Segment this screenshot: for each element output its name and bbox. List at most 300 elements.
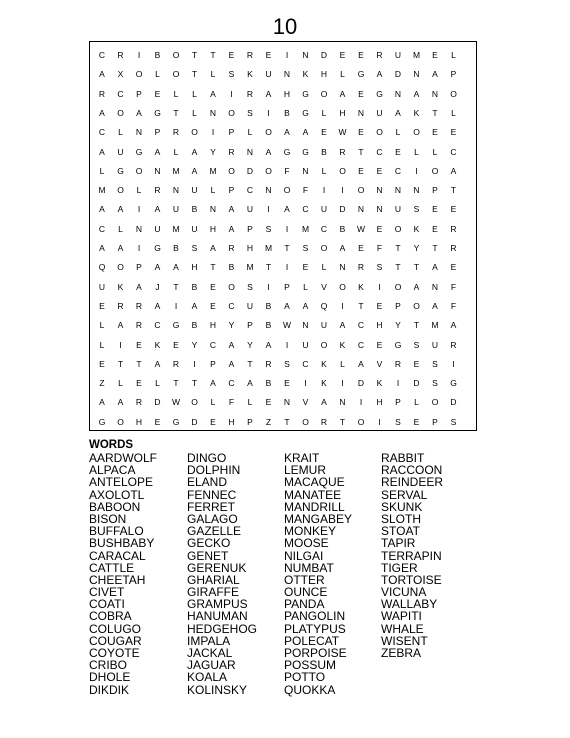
grid-cell[interactable]: S	[265, 223, 272, 234]
grid-cell[interactable]: X	[117, 69, 124, 80]
grid-cell[interactable]: L	[247, 397, 253, 408]
grid-cell[interactable]: A	[265, 146, 272, 157]
grid-cell[interactable]: N	[302, 50, 309, 60]
grid-cell[interactable]: C	[302, 204, 309, 215]
grid-cell[interactable]: G	[283, 146, 291, 157]
grid-cell[interactable]: N	[357, 204, 365, 215]
grid-cell[interactable]: G	[154, 243, 161, 253]
grid-cell[interactable]: U	[154, 223, 161, 234]
grid-cell[interactable]: R	[246, 50, 254, 60]
grid-cell[interactable]: L	[136, 185, 142, 196]
grid-cell[interactable]: R	[117, 300, 124, 311]
grid-cell[interactable]: M	[172, 165, 180, 176]
grid-cell[interactable]: A	[99, 204, 105, 215]
grid-cell[interactable]: G	[135, 146, 143, 157]
grid-cell[interactable]: L	[99, 339, 105, 350]
grid-cell[interactable]: A	[228, 358, 235, 369]
grid-cell[interactable]: R	[135, 397, 143, 408]
grid-cell[interactable]: N	[376, 185, 383, 196]
grid-cell[interactable]: M	[301, 223, 310, 234]
grid-cell[interactable]: T	[173, 378, 179, 389]
grid-cell[interactable]: Y	[413, 243, 420, 253]
grid-cell[interactable]: O	[413, 300, 420, 311]
grid-cell[interactable]: P	[450, 69, 457, 80]
grid-cell[interactable]: T	[210, 262, 216, 273]
grid-cell[interactable]: W	[338, 127, 347, 138]
grid-cell[interactable]: C	[246, 185, 254, 196]
grid-cell[interactable]: O	[135, 165, 143, 176]
grid-cell[interactable]: D	[246, 165, 254, 176]
grid-cell[interactable]: L	[451, 50, 456, 60]
grid-cell[interactable]: R	[450, 223, 457, 234]
grid-cell[interactable]: H	[209, 223, 217, 234]
grid-cell[interactable]: U	[117, 146, 124, 157]
grid-cell[interactable]: A	[228, 223, 235, 234]
grid-cell[interactable]: E	[376, 165, 383, 176]
grid-cell[interactable]: Z	[99, 378, 105, 389]
grid-cell[interactable]: U	[394, 204, 402, 215]
grid-cell[interactable]: G	[154, 107, 161, 118]
grid-cell[interactable]: D	[357, 378, 365, 389]
grid-cell[interactable]: U	[172, 204, 180, 215]
grid-cell[interactable]: S	[247, 281, 253, 292]
grid-cell[interactable]: I	[267, 281, 270, 292]
grid-cell[interactable]: C	[302, 358, 309, 369]
grid-cell[interactable]: O	[431, 397, 439, 408]
grid-cell[interactable]: T	[358, 146, 364, 157]
grid-cell[interactable]: L	[99, 320, 105, 331]
grid-cell[interactable]: O	[320, 243, 328, 253]
grid-cell[interactable]: I	[341, 300, 344, 311]
grid-cell[interactable]: D	[339, 204, 346, 215]
grid-cell[interactable]: U	[98, 281, 106, 292]
grid-cell[interactable]: E	[302, 262, 309, 273]
grid-cell[interactable]: E	[413, 416, 420, 427]
grid-cell[interactable]: F	[450, 281, 457, 292]
grid-cell[interactable]: L	[432, 146, 438, 157]
grid-cell[interactable]: U	[320, 204, 328, 215]
grid-cell[interactable]: A	[99, 69, 105, 80]
grid-cell[interactable]: B	[265, 378, 272, 389]
grid-cell[interactable]: G	[302, 107, 309, 118]
grid-cell[interactable]: T	[395, 243, 401, 253]
grid-cell[interactable]: E	[154, 88, 161, 99]
grid-cell[interactable]: R	[320, 416, 328, 427]
grid-cell[interactable]: I	[304, 378, 307, 389]
grid-cell[interactable]: E	[358, 243, 364, 253]
grid-cell[interactable]: E	[265, 50, 272, 60]
grid-cell[interactable]: P	[395, 397, 401, 408]
grid-cell[interactable]: N	[209, 107, 217, 118]
grid-cell[interactable]: A	[99, 397, 105, 408]
grid-cell[interactable]: P	[228, 185, 235, 196]
grid-cell[interactable]: R	[357, 262, 365, 273]
grid-cell[interactable]: A	[284, 300, 290, 311]
grid-cell[interactable]: K	[117, 281, 124, 292]
grid-cell[interactable]: H	[209, 320, 217, 331]
grid-cell[interactable]: V	[302, 397, 309, 408]
grid-cell[interactable]: N	[413, 185, 420, 196]
grid-cell[interactable]: A	[154, 358, 161, 369]
grid-cell[interactable]: N	[135, 127, 143, 138]
grid-cell[interactable]: O	[265, 165, 272, 176]
grid-cell[interactable]: H	[191, 262, 198, 273]
grid-cell[interactable]: O	[265, 127, 272, 138]
grid-cell[interactable]: A	[210, 88, 216, 99]
grid-cell[interactable]: G	[302, 88, 309, 99]
grid-cell[interactable]: P	[136, 88, 142, 99]
grid-cell[interactable]: P	[136, 262, 142, 273]
grid-cell[interactable]: O	[320, 339, 328, 350]
grid-cell[interactable]: I	[137, 50, 141, 60]
grid-cell[interactable]: C	[117, 88, 124, 99]
grid-cell[interactable]: A	[210, 243, 216, 253]
grid-cell[interactable]: R	[265, 358, 272, 369]
grid-cell[interactable]: E	[321, 127, 327, 138]
grid-cell[interactable]: K	[154, 339, 161, 350]
grid-cell[interactable]: G	[302, 146, 309, 157]
grid-cell[interactable]: Y	[395, 320, 401, 331]
grid-cell[interactable]: E	[432, 50, 438, 60]
grid-cell[interactable]: K	[358, 281, 364, 292]
grid-cell[interactable]: N	[302, 165, 309, 176]
grid-cell[interactable]: Y	[210, 146, 216, 157]
grid-cell[interactable]: S	[247, 107, 253, 118]
grid-cell[interactable]: T	[284, 416, 290, 427]
grid-cell[interactable]: A	[247, 378, 253, 389]
grid-cell[interactable]: T	[358, 300, 364, 311]
grid-cell[interactable]: O	[357, 185, 365, 196]
grid-cell[interactable]: L	[210, 185, 216, 196]
grid-cell[interactable]: D	[154, 397, 161, 408]
grid-cell[interactable]: O	[339, 281, 346, 292]
grid-cell[interactable]: H	[339, 107, 346, 118]
grid-cell[interactable]: H	[283, 88, 291, 99]
grid-cell[interactable]: I	[230, 88, 233, 99]
grid-cell[interactable]: C	[98, 50, 106, 60]
grid-cell[interactable]: L	[414, 146, 419, 157]
grid-cell[interactable]: T	[191, 378, 198, 389]
grid-cell[interactable]: P	[210, 358, 216, 369]
grid-cell[interactable]: H	[320, 69, 328, 80]
grid-cell[interactable]: B	[173, 243, 179, 253]
grid-cell[interactable]: A	[413, 88, 420, 99]
grid-cell[interactable]: K	[413, 223, 420, 234]
grid-cell[interactable]: O	[413, 127, 420, 138]
grid-cell[interactable]: L	[321, 165, 327, 176]
grid-cell[interactable]: T	[339, 416, 346, 427]
grid-cell[interactable]: M	[98, 185, 106, 196]
grid-cell[interactable]: I	[322, 185, 326, 196]
grid-cell[interactable]: N	[135, 223, 143, 234]
grid-cell[interactable]: L	[118, 127, 123, 138]
grid-cell[interactable]: Y	[247, 339, 253, 350]
letter-grid[interactable]	[89, 41, 477, 431]
grid-cell[interactable]: I	[193, 358, 196, 369]
grid-cell[interactable]: O	[117, 107, 124, 118]
grid-cell[interactable]: H	[246, 243, 254, 253]
grid-cell[interactable]: G	[376, 88, 383, 99]
grid-cell[interactable]: S	[191, 243, 198, 253]
grid-cell[interactable]: O	[172, 50, 180, 60]
grid-cell[interactable]: R	[117, 50, 124, 60]
grid-cell[interactable]: Y	[191, 339, 198, 350]
grid-cell[interactable]: N	[431, 281, 439, 292]
grid-cell[interactable]: N	[246, 146, 254, 157]
grid-cell[interactable]: B	[154, 50, 161, 60]
grid-cell[interactable]: I	[359, 397, 363, 408]
grid-cell[interactable]: N	[302, 320, 309, 331]
grid-cell[interactable]: L	[321, 262, 327, 273]
grid-cell[interactable]: Q	[320, 300, 328, 311]
grid-cell[interactable]: U	[376, 107, 383, 118]
grid-cell[interactable]: H	[135, 416, 143, 427]
grid-cell[interactable]: H	[228, 416, 235, 427]
grid-cell[interactable]: E	[413, 358, 420, 369]
grid-cell[interactable]: O	[117, 262, 124, 273]
grid-cell[interactable]: T	[432, 107, 438, 118]
grid-cell[interactable]: L	[414, 397, 419, 408]
grid-cell[interactable]: O	[283, 185, 291, 196]
grid-cell[interactable]: E	[265, 397, 272, 408]
grid-cell[interactable]: N	[394, 185, 402, 196]
grid-cell[interactable]: E	[432, 127, 438, 138]
grid-cell[interactable]: K	[302, 69, 309, 80]
grid-cell[interactable]: R	[228, 243, 235, 253]
grid-cell[interactable]: R	[154, 185, 161, 196]
grid-cell[interactable]: N	[283, 69, 291, 80]
grid-cell[interactable]: C	[228, 378, 235, 389]
grid-cell[interactable]: M	[209, 165, 217, 176]
grid-cell[interactable]: P	[284, 281, 290, 292]
grid-cell[interactable]: D	[320, 50, 328, 60]
grid-cell[interactable]: E	[228, 50, 235, 60]
grid-cell[interactable]: N	[413, 69, 420, 80]
grid-cell[interactable]: O	[117, 185, 124, 196]
grid-cell[interactable]: O	[228, 107, 235, 118]
grid-cell[interactable]: P	[228, 127, 235, 138]
grid-cell[interactable]: E	[395, 146, 401, 157]
grid-cell[interactable]: N	[339, 397, 346, 408]
grid-cell[interactable]: C	[209, 339, 217, 350]
grid-cell[interactable]: M	[246, 262, 254, 273]
grid-cell[interactable]: A	[302, 300, 309, 311]
grid-cell[interactable]: J	[155, 281, 160, 292]
grid-cell[interactable]: M	[431, 320, 439, 331]
grid-cell[interactable]: A	[284, 204, 290, 215]
grid-cell[interactable]: E	[173, 339, 179, 350]
grid-cell[interactable]: T	[191, 69, 198, 80]
grid-cell[interactable]: A	[302, 127, 309, 138]
grid-cell[interactable]: T	[173, 107, 179, 118]
grid-cell[interactable]: E	[339, 50, 346, 60]
grid-cell[interactable]: W	[282, 320, 292, 331]
grid-cell[interactable]: E	[450, 127, 457, 138]
grid-cell[interactable]: E	[432, 204, 438, 215]
grid-cell[interactable]: H	[376, 397, 383, 408]
grid-cell[interactable]: A	[432, 262, 438, 273]
grid-cell[interactable]: P	[247, 416, 253, 427]
grid-cell[interactable]: T	[173, 281, 179, 292]
grid-cell[interactable]: I	[341, 378, 344, 389]
grid-cell[interactable]: I	[137, 243, 141, 253]
grid-cell[interactable]: L	[173, 146, 179, 157]
grid-cell[interactable]: I	[452, 358, 455, 369]
grid-cell[interactable]: R	[246, 88, 254, 99]
grid-cell[interactable]: I	[285, 339, 289, 350]
grid-cell[interactable]: A	[154, 146, 161, 157]
grid-cell[interactable]: T	[413, 320, 420, 331]
grid-cell[interactable]: K	[339, 339, 346, 350]
grid-cell[interactable]: M	[172, 223, 180, 234]
grid-cell[interactable]: E	[284, 378, 290, 389]
grid-cell[interactable]: O	[320, 88, 328, 99]
grid-cell[interactable]: W	[356, 223, 366, 234]
grid-cell[interactable]: I	[285, 223, 289, 234]
grid-cell[interactable]: B	[265, 300, 272, 311]
grid-cell[interactable]: T	[450, 185, 457, 196]
grid-cell[interactable]: T	[117, 358, 124, 369]
grid-cell[interactable]: R	[135, 300, 143, 311]
grid-cell[interactable]: R	[98, 88, 106, 99]
grid-cell[interactable]: S	[395, 416, 401, 427]
grid-cell[interactable]: A	[339, 243, 346, 253]
grid-cell[interactable]: T	[136, 358, 142, 369]
grid-cell[interactable]: A	[413, 281, 420, 292]
grid-cell[interactable]: A	[265, 88, 272, 99]
grid-cell[interactable]: A	[191, 146, 198, 157]
grid-cell[interactable]: R	[172, 358, 180, 369]
grid-cell[interactable]: L	[210, 69, 216, 80]
grid-cell[interactable]: K	[247, 69, 253, 80]
grid-cell[interactable]: G	[117, 165, 124, 176]
grid-cell[interactable]: G	[450, 378, 457, 389]
grid-cell[interactable]: C	[154, 320, 161, 331]
grid-cell[interactable]: U	[394, 50, 402, 60]
grid-cell[interactable]: N	[376, 204, 383, 215]
grid-cell[interactable]: C	[376, 146, 383, 157]
grid-cell[interactable]: K	[321, 378, 327, 389]
grid-cell[interactable]: I	[341, 185, 344, 196]
grid-cell[interactable]: N	[431, 88, 439, 99]
grid-cell[interactable]: C	[357, 339, 365, 350]
grid-cell[interactable]: P	[247, 223, 253, 234]
grid-cell[interactable]: L	[173, 88, 179, 99]
grid-cell[interactable]: C	[320, 223, 328, 234]
grid-cell[interactable]: A	[136, 107, 142, 118]
grid-cell[interactable]: R	[339, 146, 346, 157]
grid-cell[interactable]: A	[117, 204, 124, 215]
grid-cell[interactable]: E	[450, 204, 457, 215]
grid-cell[interactable]: B	[191, 320, 198, 331]
grid-cell[interactable]: L	[321, 107, 327, 118]
grid-cell[interactable]: A	[450, 165, 457, 176]
grid-cell[interactable]: F	[284, 165, 290, 176]
grid-cell[interactable]: R	[394, 358, 402, 369]
grid-cell[interactable]: A	[210, 378, 216, 389]
grid-cell[interactable]: V	[376, 358, 383, 369]
grid-cell[interactable]: U	[265, 69, 272, 80]
grid-cell[interactable]: I	[378, 281, 381, 292]
grid-cell[interactable]: C	[228, 300, 235, 311]
grid-cell[interactable]: A	[117, 243, 124, 253]
grid-cell[interactable]: P	[432, 416, 438, 427]
grid-cell[interactable]: S	[413, 339, 420, 350]
grid-cell[interactable]: U	[302, 339, 309, 350]
grid-cell[interactable]: A	[154, 262, 161, 273]
grid-cell[interactable]: I	[285, 262, 289, 273]
grid-cell[interactable]: Z	[265, 416, 272, 427]
grid-cell[interactable]: E	[376, 300, 383, 311]
grid-cell[interactable]: N	[265, 185, 272, 196]
grid-cell[interactable]: L	[155, 69, 160, 80]
grid-cell[interactable]: A	[99, 146, 105, 157]
grid-cell[interactable]: O	[394, 281, 402, 292]
grid-cell[interactable]: E	[358, 88, 364, 99]
grid-cell[interactable]: S	[284, 358, 290, 369]
grid-cell[interactable]: G	[357, 69, 365, 80]
grid-cell[interactable]: B	[265, 320, 272, 331]
grid-cell[interactable]: O	[117, 416, 124, 427]
grid-cell[interactable]: L	[192, 88, 197, 99]
grid-cell[interactable]: L	[340, 358, 345, 369]
grid-cell[interactable]: S	[432, 378, 438, 389]
grid-cell[interactable]: L	[247, 127, 253, 138]
grid-cell[interactable]: O	[376, 127, 383, 138]
grid-cell[interactable]: R	[450, 243, 457, 253]
grid-cell[interactable]: A	[154, 300, 161, 311]
grid-cell[interactable]: O	[172, 69, 180, 80]
grid-cell[interactable]: K	[413, 107, 420, 118]
grid-cell[interactable]: T	[395, 262, 401, 273]
grid-cell[interactable]: B	[321, 146, 327, 157]
grid-cell[interactable]: R	[450, 339, 457, 350]
grid-cell[interactable]: K	[376, 378, 383, 389]
grid-cell[interactable]: A	[376, 69, 383, 80]
grid-cell[interactable]: D	[191, 416, 198, 427]
grid-cell[interactable]: O	[191, 127, 198, 138]
grid-cell[interactable]: E	[136, 378, 142, 389]
grid-cell[interactable]: G	[394, 339, 402, 350]
grid-cell[interactable]: B	[339, 223, 346, 234]
grid-cell[interactable]: D	[413, 378, 420, 389]
grid-cell[interactable]: O	[357, 416, 365, 427]
grid-cell[interactable]: I	[378, 416, 381, 427]
grid-cell[interactable]: A	[265, 339, 272, 350]
grid-cell[interactable]: U	[431, 339, 439, 350]
grid-cell[interactable]: S	[450, 416, 457, 427]
grid-cell[interactable]: E	[210, 300, 216, 311]
grid-cell[interactable]: N	[339, 262, 346, 273]
grid-cell[interactable]: T	[265, 262, 272, 273]
grid-cell[interactable]: T	[191, 50, 198, 60]
grid-cell[interactable]: R	[172, 127, 180, 138]
grid-cell[interactable]: B	[284, 107, 290, 118]
grid-cell[interactable]: D	[394, 69, 402, 80]
grid-cell[interactable]: T	[284, 243, 290, 253]
grid-cell[interactable]: E	[99, 300, 105, 311]
grid-cell[interactable]: B	[228, 262, 235, 273]
grid-cell[interactable]: A	[136, 281, 142, 292]
grid-cell[interactable]: A	[117, 320, 124, 331]
grid-cell[interactable]: O	[191, 397, 198, 408]
grid-cell[interactable]: E	[210, 416, 216, 427]
grid-cell[interactable]: O	[431, 165, 439, 176]
grid-cell[interactable]: L	[118, 378, 123, 389]
grid-cell[interactable]: I	[174, 300, 178, 311]
grid-cell[interactable]: O	[228, 165, 235, 176]
grid-cell[interactable]: W	[171, 397, 181, 408]
